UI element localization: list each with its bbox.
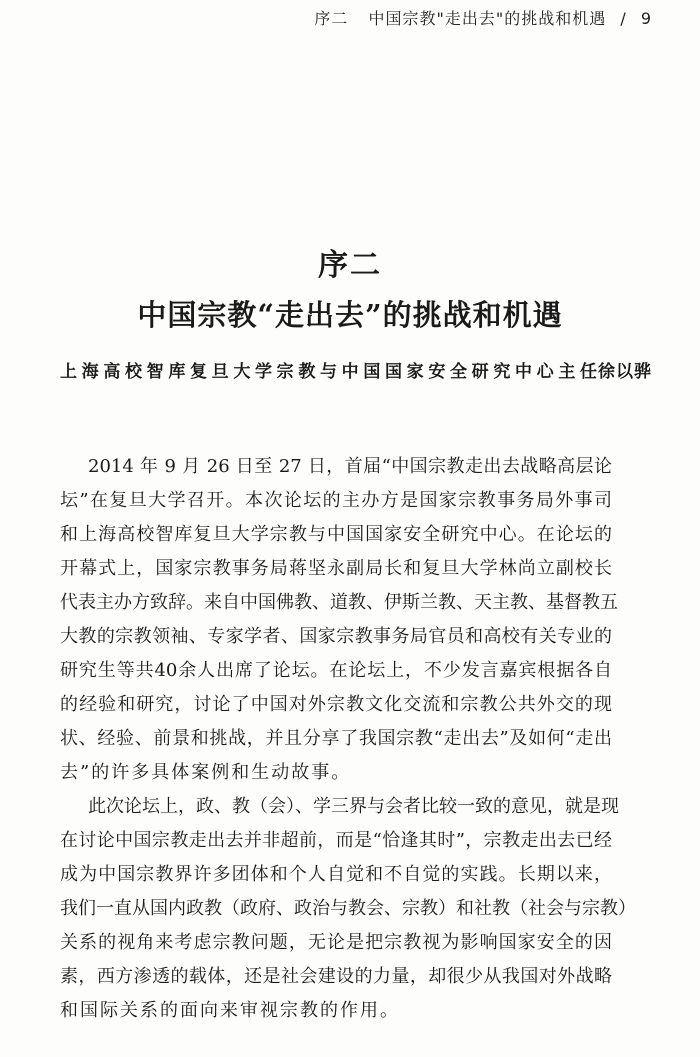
text-line: 在讨论中国宗教走出去并非超前，而是“恰逢其时”，宗教走出去已经 [60,830,612,851]
text-line: 代表主办方致辞。来自中国佛教、道教、伊斯兰教、天主教、基督教五 [60,592,618,613]
running-head-section: 序二 [314,9,349,28]
author-affiliation: 上海高校智库复旦大学宗教与中国国家安全研究中心主任 [60,362,598,382]
text-line: 和国际关系的面向来审视宗教的作用。 [60,1000,400,1021]
body-text [60,450,636,1028]
text-line: 坛”在复旦大学召开。本次论坛的主办方是国家宗教事务局外事司 [60,490,612,511]
text-line: 素，西方渗透的载体，还是社会建设的力量，却很少从我国对外战略 [60,966,612,987]
page-number: 9 [640,9,652,28]
page-title: 中国宗教“走出去”的挑战和机遇 [137,298,563,332]
text-line: 大教的宗教领袖、专家学者、国家宗教事务局官员和高校有关专业的 [60,626,612,647]
running-head-separator: / [620,9,627,28]
text-line: 去”的许多具体案例和生动故事。 [60,762,352,783]
chapter-label: 序二 [318,248,382,283]
text-line: 的经验和研究，讨论了中国对外宗教文化交流和宗教公共外交的现 [60,694,612,715]
running-head-title: 中国宗教"走出去"的挑战和机遇 [368,9,607,28]
author-line [60,357,652,382]
text-line: 关系的视角来考虑宗教问题，无论是把宗教视为影响国家安全的因 [60,932,612,953]
paragraph [60,450,618,790]
text-line: 状、经验、前景和挑战，并且分享了我国宗教“走出去”及如何“走出 [60,728,612,749]
text-line: 和上海高校智库复旦大学宗教与中国国家安全研究中心。在论坛的 [60,524,612,545]
paragraph [60,790,636,1028]
author-name: 徐以骅 [598,362,652,382]
text-line: 2014 年 9 月 26 日至 27 日，首届“中国宗教走出去战略高层论 [88,456,612,477]
text-line: 研究生等共40余人出席了论坛。在论坛上，不少发言嘉宾根据各自 [60,660,612,681]
text-line: 成为中国宗教界许多团体和个人自觉和不自觉的实践。长期以来， [60,864,612,885]
text-line: 开幕式上，国家宗教事务局蒋坚永副局长和复旦大学林尚立副校长 [60,558,612,579]
text-line: 我们一直从国内政教（政府、政治与教会、宗教）和社教（社会与宗教） [60,898,636,919]
text-line: 此次论坛上，政、教（会）、学三界与会者比较一致的意见，就是现 [88,796,619,817]
running-head [314,6,652,29]
